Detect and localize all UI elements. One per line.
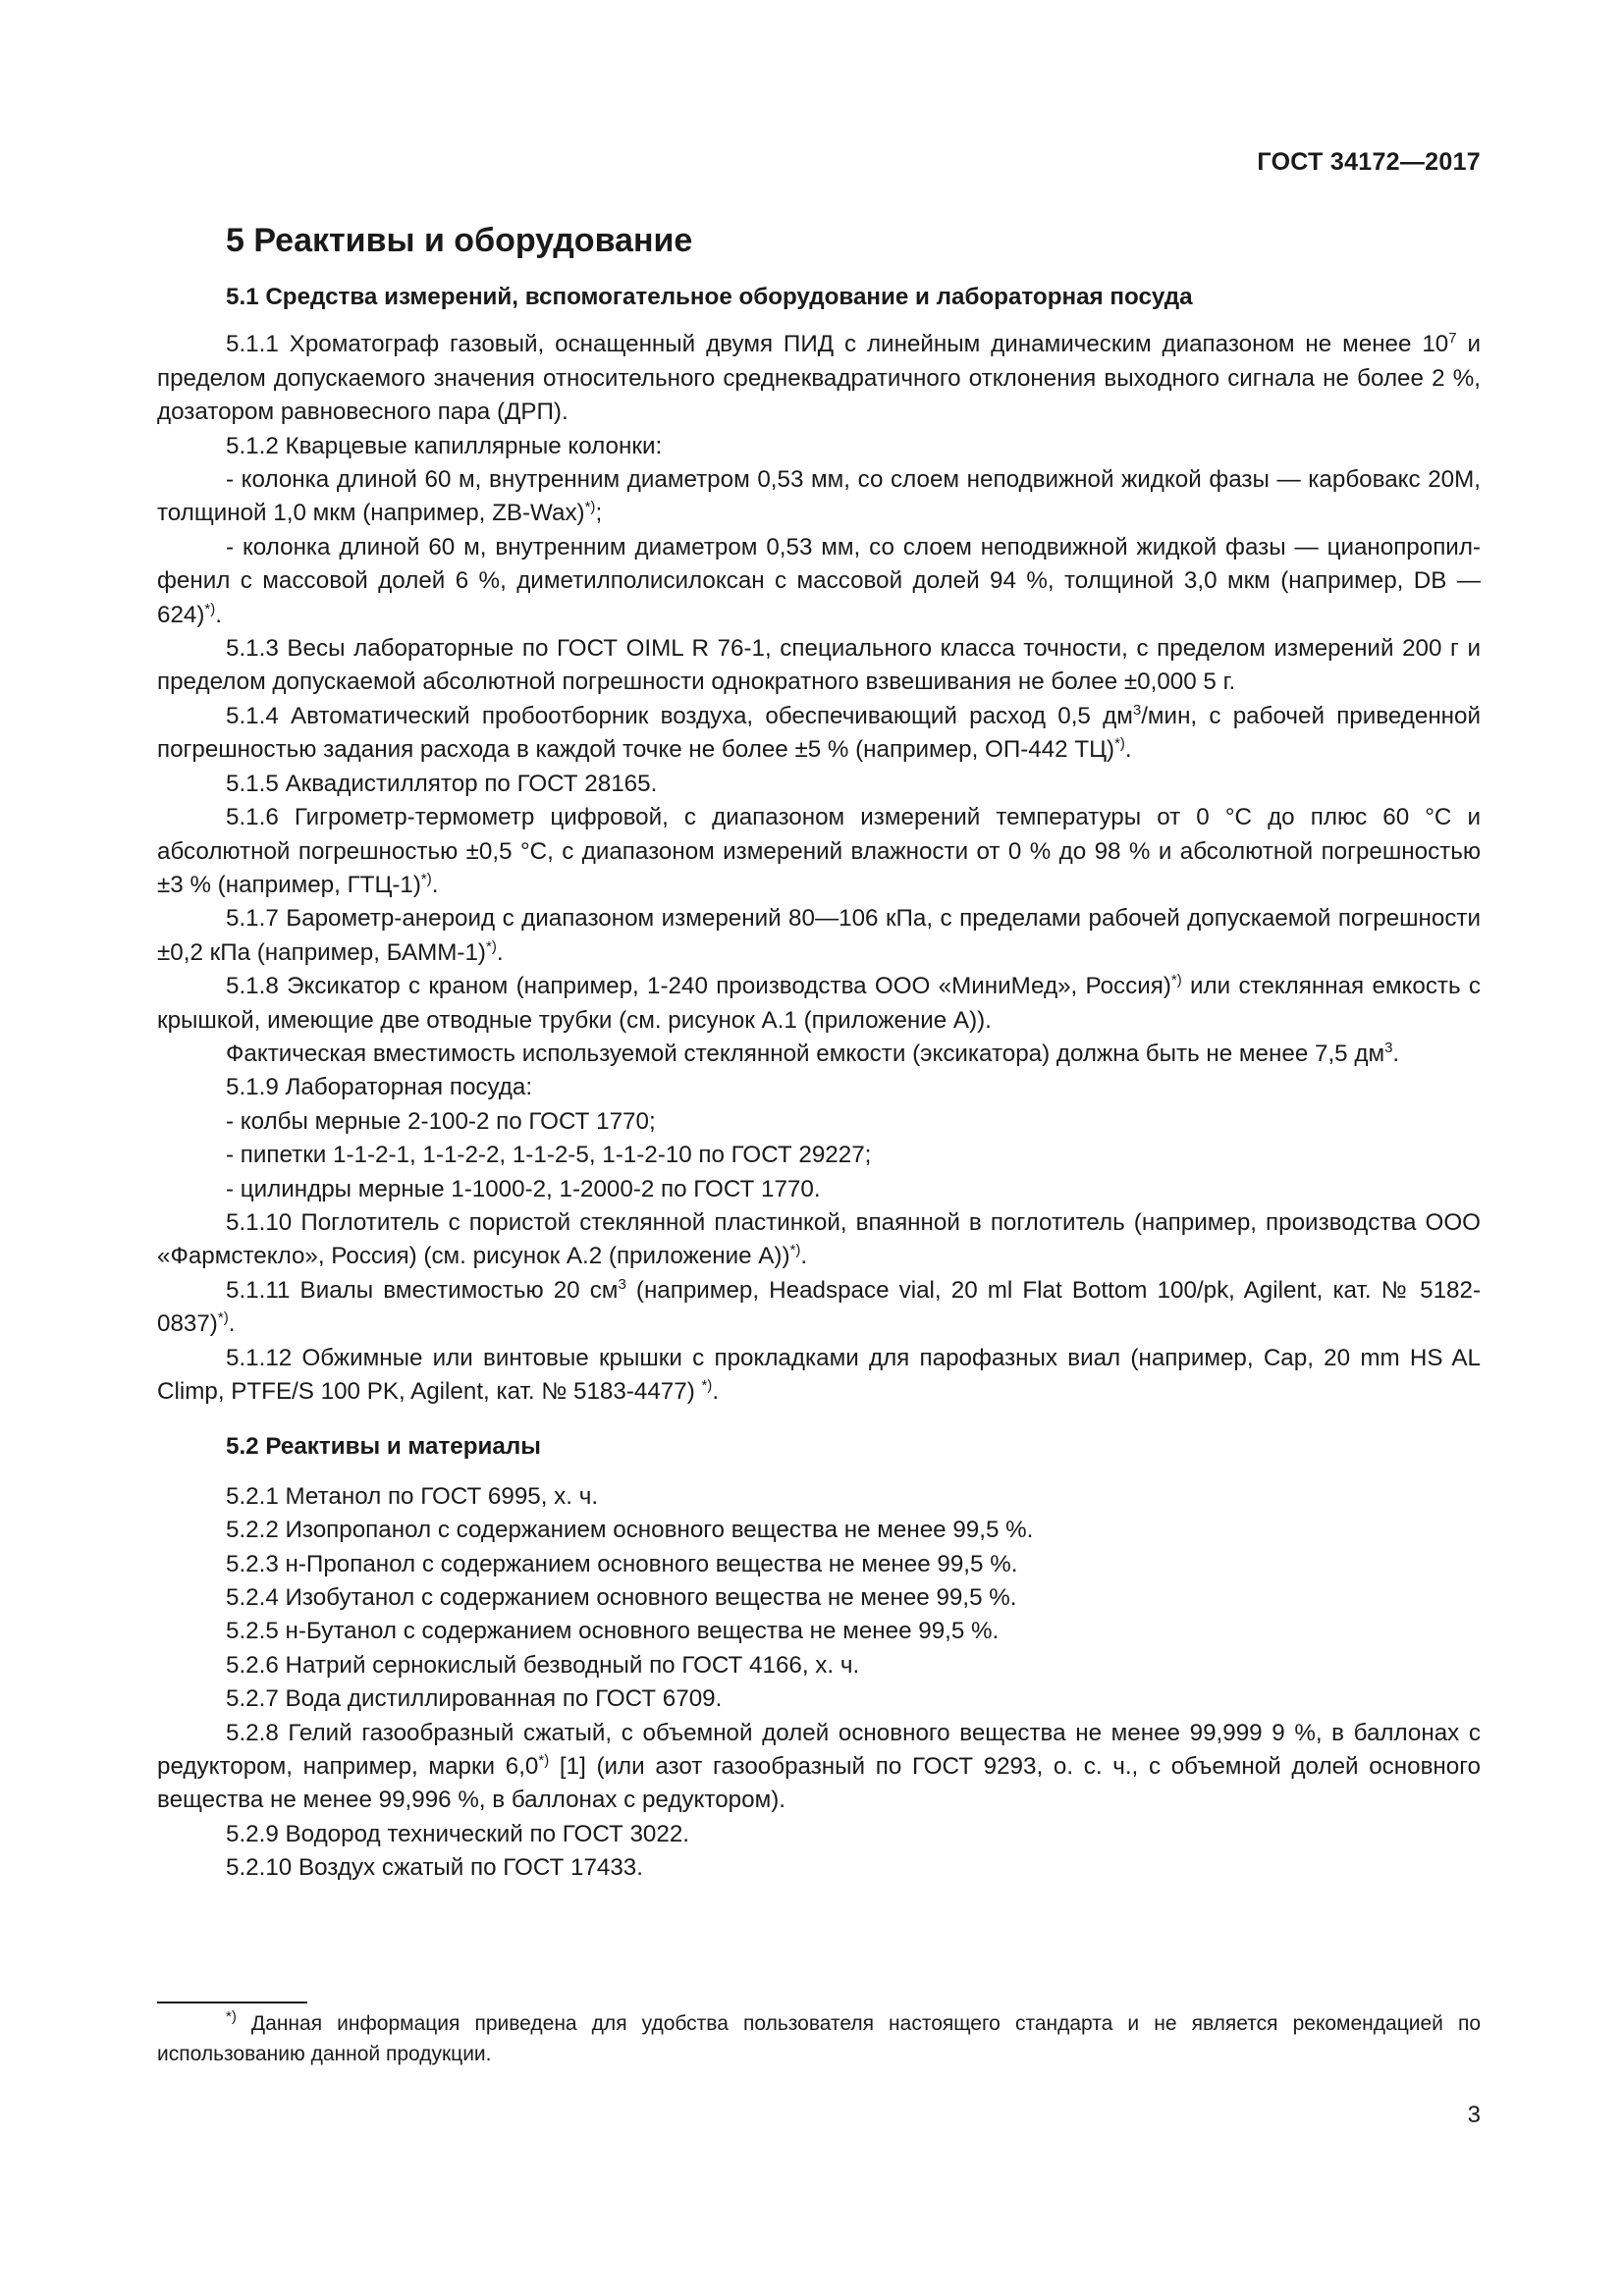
paragraph-5-2-4: 5.2.4 Изобутанол с содержанием основного вещества не менее 99,5 %. xyxy=(226,1584,1017,1612)
page-content xyxy=(157,218,1481,1886)
section-heading: 5 Реактивы и оборудование xyxy=(226,222,693,259)
footnote-text: Данная информация приведена для удобства пользователя настоящего стандарта и не является рекомендацией по использованию данной продукции. xyxy=(157,2012,1481,2065)
paragraph-5-1-10: 5.1.10 Поглотитель с пористой стеклянной пластинкой, впаянной в поглотитель (например, производства ООО «Фармстекло», Россия) (см. рисунок А.2 (приложение А))*). xyxy=(157,1208,1481,1270)
paragraph-5-2-5: 5.2.5 н-Бутанол с содержанием основного вещества не менее 99,5 %. xyxy=(226,1618,1000,1645)
paragraph-5-2-2: 5.2.2 Изопропанол с содержанием основного вещества не менее 99,5 %. xyxy=(226,1517,1034,1544)
list-item-cylinders: - цилиндры мерные 1-1000-2, 1-2000-2 по ГОСТ 1770. xyxy=(226,1175,821,1202)
paragraph-5-1-8: 5.1.8 Эксикатор с краном (например, 1-240 производства ООО «МиниМед», Россия)*) или стеклянная емкость с крышкой, имеющие две отводные трубки (см. рисунок А.1 (приложение А)). xyxy=(157,972,1481,1034)
paragraph-5-1-3: 5.1.3 Весы лабораторные по ГОСТ OIML R 76-1, специального класса точности, с пределом измерений 200 г и пределом допускаемой абсолютной погрешности однократного взвешивания не более ±0,000 5 г. xyxy=(157,635,1481,696)
footnote-divider xyxy=(157,2002,307,2003)
list-item-column-1: - колонка длиной 60 м, внутренним диаметром 0,53 мм, со слоем неподвижной жидкой фазы — карбовакс 20М, толщиной 1,0 мкм (например, ZB-Wax)*); xyxy=(157,466,1481,527)
paragraph-5-1-5: 5.1.5 Аквадистиллятор по ГОСТ 28165. xyxy=(226,770,658,797)
paragraph-5-2-8: 5.2.8 Гелий газообразный сжатый, с объемной долей основного вещества не менее 99,999 9 %, в баллонах с редуктором, например, марки 6,0*) [1] (или азот газообразный по ГОСТ 9293, о. с. ч., с объемной долей основного вещества не менее 99,996 %, в баллонах с редуктором). xyxy=(157,1719,1481,1814)
paragraph-5-1-4: 5.1.4 Автоматический пробоотборник воздуха, обеспечивающий расход 0,5 $дм^3$/мин, с рабочей приведенной погрешностью задания расхода в каждой точке не более ±5 % (например, ОП-442 ТЦ)*). xyxy=(157,701,1481,764)
paragraph-5-2-1: 5.2.1 Метанол по ГОСТ 6995, х. ч. xyxy=(226,1482,599,1510)
list-item-flasks: - колбы мерные 2-100-2 по ГОСТ 1770; xyxy=(226,1107,656,1135)
paragraph-5-1-12: 5.1.12 Обжимные или винтовые крышки с прокладками для парофазных виал (например, Cap, 20 mm HS AL Climp, PTFE/S 100 PK, Agilent, кат. № 5183-4477) *). xyxy=(157,1344,1481,1405)
paragraph-5-2-10: 5.2.10 Воздух сжатый по ГОСТ 17433. xyxy=(226,1854,643,1882)
list-item-column-2: - колонка длиной 60 м, внутренним диаметром 0,53 мм, со слоем неподвижной жидкой фазы — цианопропил-фенил с массовой долей 6 %, диметилполисилоксан с массовой долей 94 %, толщиной 3,0 мкм (например, DB — 624)*). xyxy=(157,533,1481,628)
paragraph-5-2-3: 5.2.3 н-Пропанол с содержанием основного вещества не менее 99,5 %. xyxy=(226,1550,1018,1577)
paragraph-5-2-9: 5.2.9 Водород технический по ГОСТ 3022. xyxy=(226,1820,690,1847)
paragraph-5-2-7: 5.2.7 Вода дистиллированная по ГОСТ 6709. xyxy=(226,1685,723,1713)
subsection-heading-5-2: 5.2 Реактивы и материалы xyxy=(226,1433,541,1461)
paragraph-5-1-1: 5.1.1 Хроматограф газовый, оснащенный двумя ПИД с линейным динамическим диапазоном не менее $10^7$ и пределом допускаемого значения относительного среднеквадратичного отклонения выходного сигнала не более 2 %, дозатором равновесного пара (ДРП). xyxy=(157,330,1482,426)
page-number: 3 xyxy=(1467,2102,1481,2128)
paragraph-5-1-6: 5.1.6 Гигрометр-термометр цифровой, с диапазоном измерений температуры от 0 °С до плюс 60 °С и абсолютной погрешностью ±0,5 °С, с диапазоном измерений влажности от 0 % до 98 % и абсолютной погрешностью ±3 % (например, ГТЦ-1)*). xyxy=(157,804,1481,898)
footnote-mark: *) xyxy=(226,2008,237,2025)
subsection-heading-5-1: 5.1 Средства измерений, вспомогательное оборудование и лабораторная посуда xyxy=(226,284,1193,310)
paragraph-5-1-7: 5.1.7 Барометр-анероид с диапазоном измерений 80—106 кПа, с пределами рабочей допускаемой погрешности ±0,2 кПа (например, БАММ-1)*). xyxy=(157,905,1481,966)
paragraph-5-1-11: 5.1.11 Виалы вместимостью 20 $см^3$ (например, Headspace vial, 20 ml Flat Bottom 100/pk, Agilent, кат. № 5182-0837)*). xyxy=(157,1275,1481,1338)
footnote xyxy=(157,2008,1481,2069)
list-item-pipettes: - пипетки 1-1-2-1, 1-1-2-2, 1-1-2-5, 1-1-2-10 по ГОСТ 29227; xyxy=(226,1142,872,1169)
document-id: ГОСТ 34172—2017 xyxy=(1257,148,1481,176)
paragraph-5-2-6: 5.2.6 Натрий сернокислый безводный по ГОСТ 4166, х. ч. xyxy=(226,1651,860,1679)
paragraph-5-1-9: 5.1.9 Лабораторная посуда: xyxy=(226,1074,533,1101)
paragraph-5-1-8-capacity: Фактическая вместимость используемой стеклянной емкости (эксикатора) должна быть не менее 7,5 $дм^3$. xyxy=(226,1039,1400,1067)
paragraph-5-1-2: 5.1.2 Кварцевые капиллярные колонки: xyxy=(226,432,663,459)
